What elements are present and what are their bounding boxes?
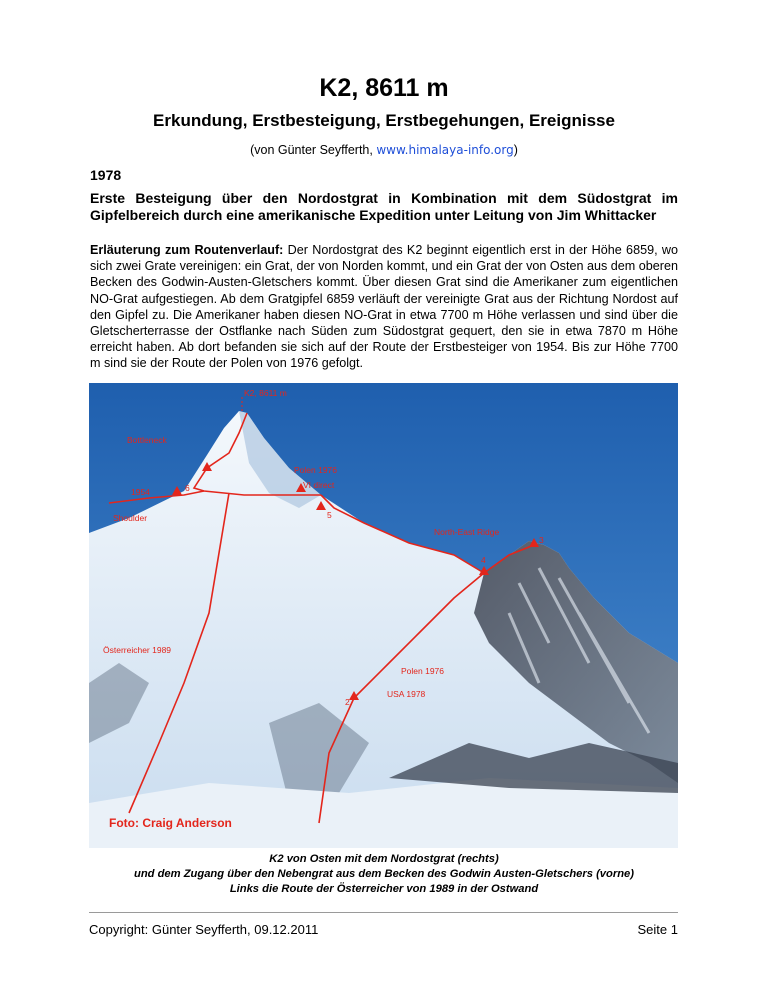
byline-suffix: )	[513, 143, 518, 157]
label-summit: K2, 8611 m	[244, 388, 287, 398]
caption-line-2: und dem Zugang über den Nebengrat aus dem Becken des Godwin Austen-Gletschers (vorne)	[133, 867, 634, 880]
byline	[0, 143, 768, 157]
label-ne-ridge: North-East Ridge	[434, 527, 500, 537]
k2-photo	[89, 383, 678, 848]
label-oesterreicher-1989: Österreicher 1989	[103, 645, 172, 655]
website-link[interactable]: www.himalaya-info.org	[376, 143, 514, 157]
k2-photo-illustration	[89, 383, 678, 848]
label-vi-direct: VI direct	[303, 480, 335, 490]
label-usa-1978: USA 1978	[387, 689, 426, 699]
footer-copyright: Copyright: Günter Seyfferth, 09.12.2011	[89, 922, 319, 937]
label-polen-1976: Polen 1976	[401, 666, 445, 676]
footer-page-number: Seite 1	[637, 922, 678, 937]
footer-divider	[89, 912, 678, 913]
label-camp-4: 4	[481, 555, 486, 565]
section-year: 1978	[90, 167, 122, 183]
page-title: K2, 8611 m	[319, 74, 449, 102]
caption-line-1: K2 von Osten mit dem Nordostgrat (rechts)	[269, 853, 499, 865]
photo-credit: Foto: Craig Anderson	[109, 816, 232, 830]
label-bottleneck: Bottleneck	[127, 435, 167, 445]
photo-caption	[0, 852, 768, 896]
paragraph-label: Erläuterung zum Routenverlauf:	[90, 243, 284, 257]
label-camp-6: 6	[185, 483, 190, 493]
byline-prefix: (von Günter Seyfferth,	[250, 143, 377, 157]
label-shoulder: Shoulder	[113, 513, 148, 523]
label-polen-1976-top: Polen 1976	[294, 465, 338, 475]
label-camp-2: 2	[345, 697, 350, 707]
page-subtitle: Erkundung, Erstbesteigung, Erstbegehungen, Ereignisse	[153, 111, 615, 130]
label-camp-3: 3	[539, 535, 544, 545]
paragraph-text: Der Nordostgrat des K2 beginnt eigentlich erst in der Höhe 6859, wo sich zwei Grate vereinigen: ein Grat, der von Norden kommt, und ein Grat der von Osten aus dem oberen Becken des Godwin-Austen-Gletschers kommt. Über diesen Grat sind die Amerikaner zum eigentlichen NO-Grat aufgestiegen. Ab dem Gratgipfel 6859 verläuft der vereinigte Grat aus der Richtung Nordost auf den Gipfel zu. Die Amerikaner haben diesen NO-Grat in etwa 7700 m Höhe verlassen und sind über die Gletscherterrasse der Ostflanke nach Süden zum Südostgrat gequert, den sie in etwa 7870 m Höhe erreicht haben. Ab dort befanden sie sich auf der Route der Erstbesteiger von 1954. Bis zur Höhe 7700 m sind sie der Route der Polen von 1976 gefolgt.	[90, 243, 679, 371]
section-heading: Erste Besteigung über den Nordostgrat in Kombination mit dem Südostgrat im Gipfelbereich durch eine amerikanische Expedition unter Leitung von Jim Whittacker	[90, 190, 678, 223]
route-explanation-paragraph	[90, 242, 678, 372]
label-camp-5: 5	[327, 510, 332, 520]
caption-line-3: Links die Route der Österreicher von 1989 in der Ostwand	[229, 882, 539, 895]
label-1954: 1954	[131, 487, 150, 497]
